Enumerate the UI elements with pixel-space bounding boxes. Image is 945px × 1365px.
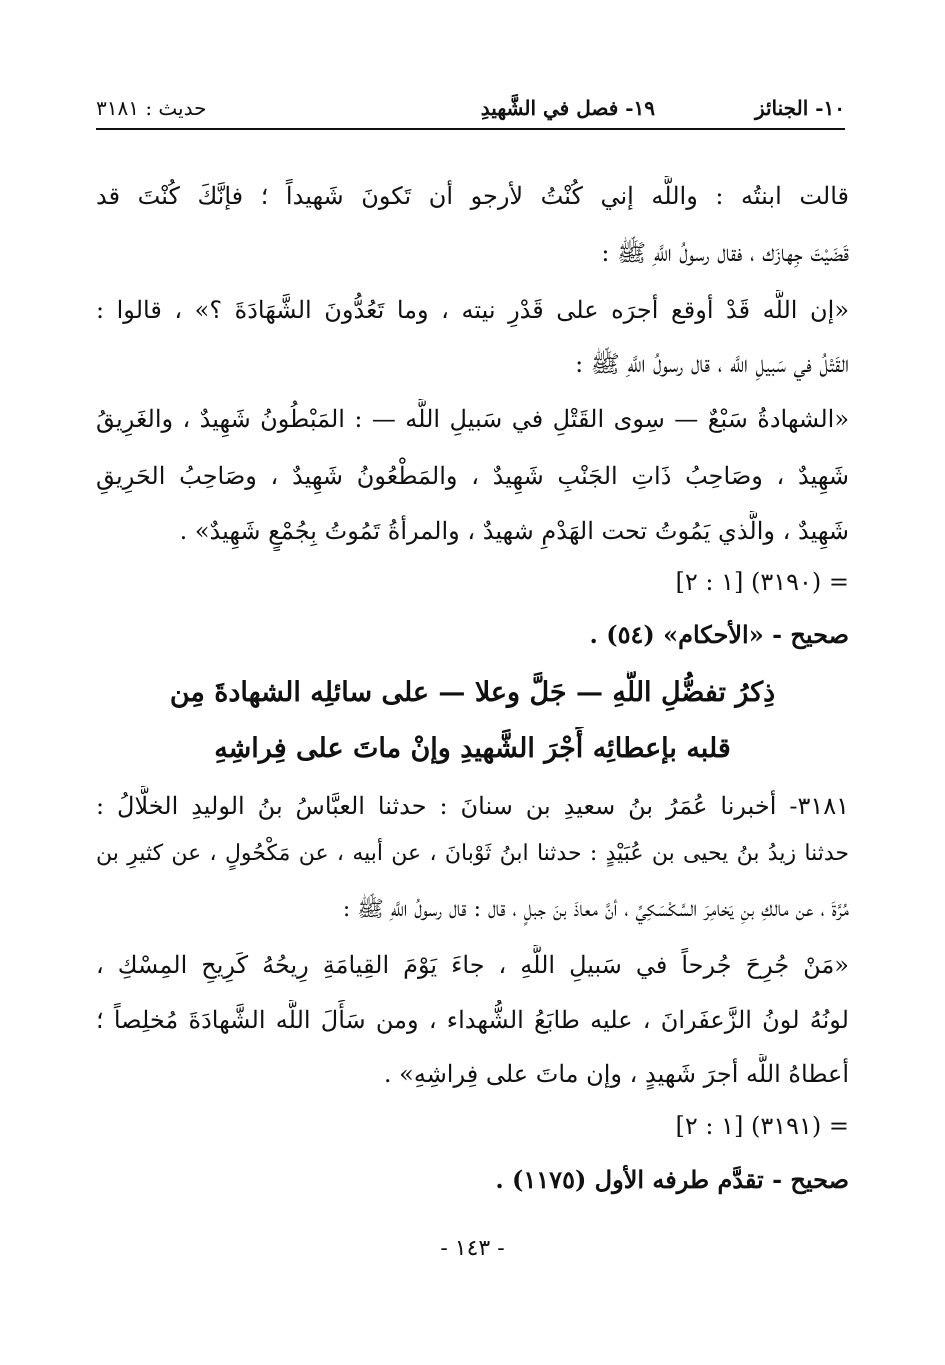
text-line: «الشهادةُ سَبْعٌ — سِوى القَتْلِ في سَبيلِ اللَّه — : المَبْطُونُ شَهِيدٌ ، والغَرِيقُ <box>96 405 849 433</box>
header-hadith-number: حديث : ٣١٨١ <box>96 96 207 120</box>
isnad-line: مُرَّةَ ، عن مالكِ بنِ يَخامِرَ السَّكْسَكِيِّ ، أنَّ معاذَ بنَ جبلٍ ، قال : قال رسولُ اللَّهِ ﷺ : <box>342 897 849 922</box>
grading-line: صحيح - تقدَّم طرفه الأول (١١٧٥) . <box>495 1165 849 1194</box>
running-header <box>96 88 845 128</box>
grading-reference: = (٣١٩١) [١ : ٢] <box>675 1112 849 1140</box>
text-line: «مَنْ جُرِحَ جُرحاً في سَبيلِ اللَّهِ ، جاءَ يَوْمَ القِيامَةِ رِيحُهُ كَرِيحِ المِسْكِ ، <box>96 951 849 979</box>
text-line: «إن اللَّه قَدْ أوقع أجرَه على قَدْرِ نيته ، وما تَعُدُّونَ الشَّهَادَةَ ؟» ، قالوا : <box>96 296 849 324</box>
text-line: شَهِيدٌ ، والَّذي يَمُوتُ تحت الهَدْمِ شهيدٌ ، والمرأةُ تَمُوتُ بِجُمْعٍ شَهِيدٌ» . <box>179 517 849 545</box>
text-line: قالت ابنتُه : واللَّه إني كُنْتُ لأرجو أن تَكونَ شَهيداً ؛ فإنَّكَ كُنْتَ قد <box>96 182 849 210</box>
text-line: أعطاهُ اللَّه أجرَ شَهيدٍ ، وإن ماتَ على فِراشِهِ» . <box>383 1060 849 1088</box>
page-number: - ١٤٣ - <box>440 1236 505 1261</box>
text-line: قَضَيْتَ جِهازَك ، فقال رسولُ اللَّهِ ﷺ : <box>601 239 849 267</box>
text-line: القَتْلُ في سَبيلِ اللَّه ، قال رسولُ اللَّهِ ﷺ : <box>575 350 849 378</box>
section-heading-line-1: ذِكرُ تفضُّلِ اللَّهِ — جَلَّ وعلا — على سائلِه الشهادةَ مِن <box>169 677 776 708</box>
grading-line: صحيح - «الأحكام» (٥٤) . <box>589 620 849 649</box>
isnad-line: حدثنا زيدُ بنُ يحيى بن عُبَيْدٍ : حدثنا ابنُ ثَوْبانَ ، عن أبيه ، عن مَكْحُولٍ ، عن كثيرِ بن <box>96 841 849 866</box>
header-book-title: ١٠- الجنائز <box>754 96 845 120</box>
header-divider <box>96 128 845 130</box>
isnad-line: ٣١٨١- أخبرنا عُمَرُ بنُ سعيدِ بن سنانَ : حدثنا العبَّاسُ بنُ الوليدِ الخلَّالُ : <box>96 792 849 820</box>
text-line: لونُهُ لونُ الزَّعفَرانَ ، عليه طابَعُ الشُّهداء ، ومن سَأَلَ اللَّه الشَّهادَةَ مُخلِصاً ؛ <box>96 1006 849 1034</box>
text-line: شَهِيدٌ ، وصَاحِبُ ذَاتِ الجَنْبِ شَهِيدٌ ، والمَطْعُونُ شَهِيدٌ ، وصَاحِبُ الحَرِيقِ <box>96 462 849 490</box>
grading-reference: = (٣١٩٠) [١ : ٢] <box>675 568 849 596</box>
section-heading-line-2: قلبه بإعطائِه أَجْرَ الشَّهيدِ وإنْ ماتَ على فِراشِهِ <box>214 733 731 764</box>
header-chapter-title: ١٩- فصل في الشَّهيدِ <box>480 96 655 120</box>
